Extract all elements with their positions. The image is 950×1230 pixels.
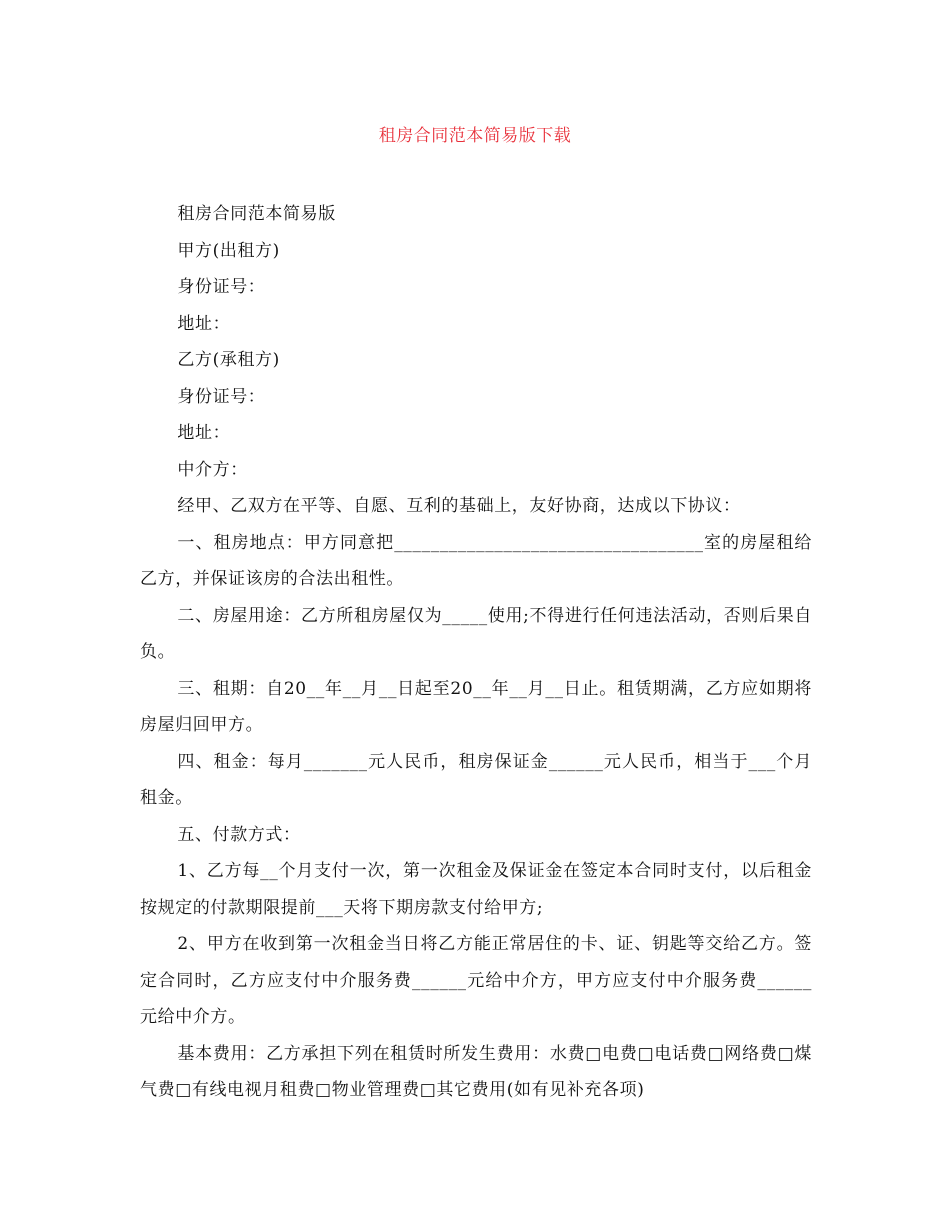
paragraph-party-b-address: 地址： <box>177 423 231 443</box>
paragraph-rent: 四、租金：每月_______元人民币，租房保证金______元人民币，相当于___个月租金。 <box>140 751 812 808</box>
paragraph-rental-location: 一、租房地点：甲方同意把__________________________________室的房屋租给乙方，并保证该房的合法出租性。 <box>140 532 812 589</box>
paragraph-lease-term: 三、租期：自20__年__月__日起至20__年__月__日止。租赁期满，乙方应如期将房屋归回甲方。 <box>140 678 812 735</box>
paragraph-party-a-id: 身份证号： <box>177 277 266 297</box>
paragraph-party-a-address: 地址： <box>177 313 231 334</box>
paragraph-heading: 租房合同范本简易版 <box>177 204 336 224</box>
paragraph-payment-method: 五、付款方式： <box>177 824 301 845</box>
document-body <box>140 196 812 1109</box>
paragraph-agreement-intro: 经甲、乙双方在平等、自愿、互利的基础上，友好协商，达成以下协议： <box>177 496 741 516</box>
paragraph-agent: 中介方： <box>177 459 248 480</box>
paragraph-party-a: 甲方(出租方) <box>177 240 280 261</box>
document-title: 租房合同范本简易版下载 <box>378 126 572 146</box>
paragraph-house-use: 二、房屋用途：乙方所租房屋仅为_____使用;不得进行任何违法活动，否则后果自负。 <box>140 605 812 662</box>
paragraph-party-b-id: 身份证号： <box>177 386 266 407</box>
paragraph-basic-fees: 基本费用：乙方承担下列在租赁时所发生费用：水费□电费□电话费□网络费□煤气费□有线电视月租费□物业管理费□其它费用(如有见补充各项) <box>140 1043 812 1100</box>
paragraph-party-b: 乙方(承租方) <box>177 350 280 370</box>
paragraph-payment-item-1: 1、乙方每__个月支付一次，第一次租金及保证金在签定本合同时支付，以后租金按规定的付款期限提前___天将下期房款支付给甲方; <box>140 861 812 918</box>
paragraph-payment-item-2: 2、甲方在收到第一次租金当日将乙方能正常居住的卡、证、钥匙等交给乙方。签定合同时，乙方应支付中介服务费______元给中介方，甲方应支付中介服务费______元给中介方。 <box>140 934 812 1027</box>
